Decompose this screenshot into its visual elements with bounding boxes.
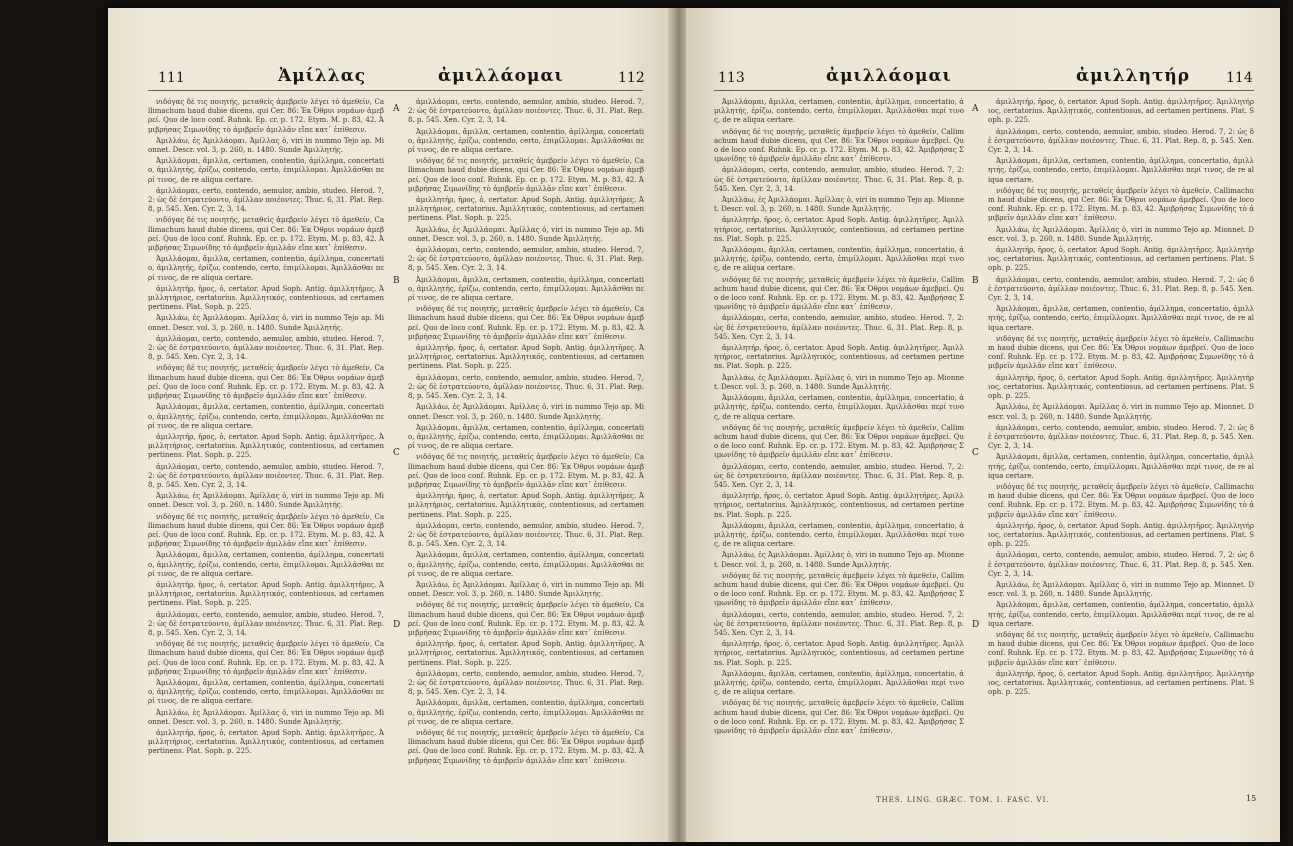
entry-paragraph: ἀμιλλάομαι, certo, contendo, aemulor, ambio, studeo. Herod. 7, 2: ὡς δὲ ἐστρατεύοντο, ἀμίλλαν ποιέοντες. Thuc. 6, 31. Plat. Rep. 8, p. 545. Xen. Cyr. 2, 3, 14. bbox=[148, 610, 384, 637]
entry-paragraph: ἀμιλλητήρ, ῆρος, ὁ, certator. Apud Soph. Antig. ἀμιλλητῆρες. Ἀμιλλητήριος, certatorius. Ἀμιλλητικός, contentiosus, ad certamen pertinens. Plat. Soph. p. 225. bbox=[714, 640, 964, 667]
entry-paragraph: Ἀμιλλάω, ἐς Ἀμιλλάομαι. Ἀμίλλας ὁ, viri in nummo Tejo ap. Mionnet. Descr. vol. 3, p. 260, n. 1480. Sunde Ἀμιλλητής. bbox=[408, 580, 644, 599]
entry-paragraph: ἀμιλλητήρ, ῆρος, ὁ, certator. Apud Soph. Antig. ἀμιλλητῆρες. Ἀμιλλητήριος, certatorius. Ἀμιλλητικός, contentiosus, ad certamen pertinens. Plat. Soph. p. 225. bbox=[714, 344, 964, 371]
left-page-header bbox=[108, 66, 673, 92]
entry-paragraph: ἀμιλλητήρ, ῆρος, ὁ, certator. Apud Soph. Antig. ἀμιλλητῆρες. Ἀμιλλητήριος, certatorius. Ἀμιλλητικός, contentiosus, ad certamen pertinens. Plat. Soph. p. 225. bbox=[714, 492, 964, 519]
margin-marker-a: A bbox=[393, 104, 400, 114]
column-number-111: 111 bbox=[158, 70, 185, 86]
entry-paragraph: ἀμιλλάομαι, certo, contendo, aemulor, ambio, studeo. Herod. 7, 2: ὡς δὲ ἐστρατεύοντο, ἀμίλλαν ποιέοντες. Thuc. 6, 31. Plat. Rep. 8, p. 545. Xen. Cyr. 2, 3, 14. bbox=[148, 334, 384, 362]
text-column-113 bbox=[714, 98, 964, 788]
entry-paragraph: ἀμιλλητήρ, ῆρος, ὁ, certator. Apud Soph. Antig. ἀμιλλητῆρες. Ἀμιλλητήριος, certatorius. Ἀμιλλητικός, contentiosus, ad certamen pertinens. Plat. Soph. p. 225. bbox=[148, 729, 384, 756]
entry-paragraph: Ἀμιλλάω, ἐς Ἀμιλλάομαι. Ἀμίλλας ὁ, viri in nummo Tejo ap. Mionnet. Descr. vol. 3, p. 260, n. 1480. Sunde Ἀμιλλητής. bbox=[714, 373, 964, 391]
entry-paragraph: Ἀμιλλάομαι, ἄμιλλα, certamen, contentio, ἀμίλλημα, concertatio, ἀμιλλητής, ἐρίζω, contendo, certo, ἐπιμίλλομαι. Ἀμιλλᾶσθαι περί τινος, de re aliqua certare. bbox=[408, 699, 644, 726]
entry-paragraph: ἀμιλλάομαι, certo, contendo, aemulor, ambio, studeo. Herod. 7, 2: ὡς δὲ ἐστρατεύοντο, ἀμίλλαν ποιέοντες. Thuc. 6, 31. Plat. Rep. 8, p. 545. Xen. Cyr. 2, 3, 14. bbox=[988, 551, 1254, 578]
header-rule bbox=[148, 90, 643, 91]
text-column-114 bbox=[988, 98, 1254, 788]
text-column-111 bbox=[148, 98, 384, 788]
entry-paragraph: ἀμιλλάομαι, certo, contendo, aemulor, ambio, studeo. Herod. 7, 2: ὡς δὲ ἐστρατεύοντο, ἀμίλλαν ποιέοντες. Thuc. 6, 31. Plat. Rep. 8, p. 545. Xen. Cyr. 2, 3, 14. bbox=[408, 521, 644, 549]
entry-paragraph: νιδόγας δέ τις ποιητής, μεταθείς ἀμεβρείν λέγει τὸ ἀμεθείν, Callimachum haud dubie dicens, qui Cer. 86: Ἐκ Ὀθρυι νομάων ἀμεβρεί. Quo de loco conf. Ruhnk. Ep. cr. p. 172. Etym. M. p. 83, 42. Ἀμιβρήσας Σιμωνίδης τὸ ἀμιβρεῖν ἀμιλλᾶν εἴπε κατ᾽ ἐπίθεσιν. bbox=[714, 571, 964, 608]
entry-paragraph: ἀμιλλητήρ, ῆρος, ὁ, certator. Apud Soph. Antig. ἀμιλλητῆρες. Ἀμιλλητήριος, certatorius. Ἀμιλλητικός, contentiosus, ad certamen pertinens. Plat. Soph. p. 225. bbox=[408, 640, 644, 667]
entry-paragraph: Ἀμιλλάω, ἐς Ἀμιλλάομαι. Ἀμίλλας ὁ, viri in nummo Tejo ap. Mionnet. Descr. vol. 3, p. 260, n. 1480. Sunde Ἀμιλλητής. bbox=[714, 196, 964, 214]
column-number-113: 113 bbox=[718, 70, 745, 86]
margin-marker-d: D bbox=[972, 620, 980, 630]
headword-amillas: Ἀμίλλας bbox=[278, 66, 367, 86]
entry-paragraph: νιδόγας δέ τις ποιητής, μεταθείς ἀμεβρείν λέγει τὸ ἀμεθείν, Callimachum haud dubie dicens, qui Cer. 86: Ἐκ Ὀθρυι νομάων ἀμεβρεί. Quo de loco conf. Ruhnk. Ep. cr. p. 172. Etym. M. p. 83, 42. Ἀμιβρήσας Σιμωνίδης τὸ ἀμιβρεῖν ἀμιλλᾶν εἴπε κατ᾽ ἐπίθεσιν. bbox=[408, 453, 644, 489]
book-spread bbox=[108, 8, 1280, 842]
entry-paragraph: νιδόγας δέ τις ποιητής, μεταθείς ἀμεβρείν λέγει τὸ ἀμεθείν, Callimachum haud dubie dicens, qui Cer. 86: Ἐκ Ὀθρυι νομάων ἀμεβρεί. Quo de loco conf. Ruhnk. Ep. cr. p. 172. Etym. M. p. 83, 42. Ἀμιβρήσας Σιμωνίδης τὸ ἀμιβρεῖν ἀμιλλᾶν εἴπε κατ᾽ ἐπίθεσιν. bbox=[714, 275, 964, 312]
margin-marker-a: A bbox=[972, 104, 979, 114]
entry-paragraph: νιδόγας δέ τις ποιητής, μεταθείς ἀμεβρείν λέγει τὸ ἀμεθείν, Callimachum haud dubie dicens, qui Cer. 86: Ἐκ Ὀθρυι νομάων ἀμεβρεί. Quo de loco conf. Ruhnk. Ep. cr. p. 172. Etym. M. p. 83, 42. Ἀμιβρήσας Σιμωνίδης τὸ ἀμιβρεῖν ἀμιλλᾶν εἴπε κατ᾽ ἐπίθεσιν. bbox=[714, 699, 964, 735]
entry-paragraph: ἀμιλλητήρ, ῆρος, ὁ, certator. Apud Soph. Antig. ἀμιλλητῆρες. Ἀμιλλητήριος, certatorius. Ἀμιλλητικός, contentiosus, ad certamen pertinens. Plat. Soph. p. 225. bbox=[408, 344, 644, 371]
entry-paragraph: νιδόγας δέ τις ποιητής, μεταθείς ἀμεβρείν λέγει τὸ ἀμεθείν, Callimachum haud dubie dicens, qui Cer. 86: Ἐκ Ὀθρυι νομάων ἀμεβρεί. Quo de loco conf. Ruhnk. Ep. cr. p. 172. Etym. M. p. 83, 42. Ἀμιβρήσας Σιμωνίδης τὸ ἀμιβρεῖν ἀμιλλᾶν εἴπε κατ᾽ ἐπίθεσιν. bbox=[714, 423, 964, 460]
entry-paragraph: ἀμιλλητήρ, ῆρος, ὁ, certator. Apud Soph. Antig. ἀμιλλητῆρες. Ἀμιλλητήριος, certatorius. Ἀμιλλητικός, contentiosus, ad certamen pertinens. Plat. Soph. p. 225. bbox=[988, 246, 1254, 273]
column-number-114: 114 bbox=[1226, 70, 1253, 86]
entry-paragraph: Ἀμιλλάω, ἐς Ἀμιλλάομαι. Ἀμίλλας ὁ, viri in nummo Tejo ap. Mionnet. Descr. vol. 3, p. 260, n. 1480. Sunde Ἀμιλλητής. bbox=[988, 403, 1254, 421]
entry-paragraph: ἀμιλλητήρ, ῆρος, ὁ, certator. Apud Soph. Antig. ἀμιλλητῆρες. Ἀμιλλητήριος, certatorius. Ἀμιλλητικός, contentiosus, ad certamen pertinens. Plat. Soph. p. 225. bbox=[148, 580, 384, 608]
entry-paragraph: Ἀμιλλάομαι, ἄμιλλα, certamen, contentio, ἀμίλλημα, concertatio, ἀμιλλητής, ἐρίζω, contendo, certo, ἐπιμίλλομαι. Ἀμιλλᾶσθαι περί τινος, de re aliqua certare. bbox=[714, 394, 964, 421]
entry-paragraph: Ἀμιλλάω, ἐς Ἀμιλλάομαι. Ἀμίλλας ὁ, viri in nummo Tejo ap. Mionnet. Descr. vol. 3, p. 260, n. 1480. Sunde Ἀμιλλητής. bbox=[408, 403, 644, 421]
entry-paragraph: νιδόγας δέ τις ποιητής, μεταθείς ἀμεβρείν λέγει τὸ ἀμεθείν, Callimachum haud dubie dicens, qui Cer. 86: Ἐκ Ὀθρυι νομάων ἀμεβρεί. Quo de loco conf. Ruhnk. Ep. cr. p. 172. Etym. M. p. 83, 42. Ἀμιβρήσας Σιμωνίδης τὸ ἀμιβρεῖν ἀμιλλᾶν εἴπε κατ᾽ ἐπίθεσιν. bbox=[148, 364, 384, 401]
entry-paragraph: Ἀμιλλάω, ἐς Ἀμιλλάομαι. Ἀμίλλας ὁ, viri in nummo Tejo ap. Mionnet. Descr. vol. 3, p. 260, n. 1480. Sunde Ἀμιλλητής. bbox=[714, 551, 964, 569]
entry-paragraph: Ἀμιλλάομαι, ἄμιλλα, certamen, contentio, ἀμίλλημα, concertatio, ἀμιλλητής, ἐρίζω, contendo, certo, ἐπιμίλλομαι. Ἀμιλλᾶσθαι περί τινος, de re aliqua certare. bbox=[988, 453, 1254, 480]
headword-amillaomai-right: ἀμιλλάομαι bbox=[826, 66, 952, 86]
margin-marker-b: B bbox=[972, 276, 979, 286]
entry-paragraph: Ἀμιλλάομαι, ἄμιλλα, certamen, contentio, ἀμίλλημα, concertatio, ἀμιλλητής, ἐρίζω, contendo, certo, ἐπιμίλλομαι. Ἀμιλλᾶσθαι περί τινος, de re aliqua certare. bbox=[148, 678, 384, 706]
entry-paragraph: Ἀμιλλάομαι, ἄμιλλα, certamen, contentio, ἀμίλλημα, concertatio, ἀμιλλητής, ἐρίζω, contendo, certo, ἐπιμίλλομαι. Ἀμιλλᾶσθαι περί τινος, de re aliqua certare. bbox=[148, 403, 384, 430]
entry-paragraph: Ἀμιλλάω, ἐς Ἀμιλλάομαι. Ἀμίλλας ὁ, viri in nummo Tejo ap. Mionnet. Descr. vol. 3, p. 260, n. 1480. Sunde Ἀμιλλητής. bbox=[988, 580, 1254, 599]
header-rule bbox=[714, 90, 1254, 91]
entry-paragraph: ἀμιλλάομαι, certo, contendo, aemulor, ambio, studeo. Herod. 7, 2: ὡς δὲ ἐστρατεύοντο, ἀμίλλαν ποιέοντες. Thuc. 6, 31. Plat. Rep. 8, p. 545. Xen. Cyr. 2, 3, 14. bbox=[988, 275, 1254, 303]
entry-paragraph: Ἀμιλλάομαι, ἄμιλλα, certamen, contentio, ἀμίλλημα, concertatio, ἀμιλλητής, ἐρίζω, contendo, certo, ἐπιμίλλομαι. Ἀμιλλᾶσθαι περί τινος, de re aliqua certare. bbox=[714, 98, 964, 125]
margin-marker-c: C bbox=[972, 448, 979, 458]
entry-paragraph: ἀμιλλητήρ, ῆρος, ὁ, certator. Apud Soph. Antig. ἀμιλλητῆρες. Ἀμιλλητήριος, certatorius. Ἀμιλλητικός, contentiosus, ad certamen pertinens. Plat. Soph. p. 225. bbox=[988, 373, 1254, 401]
entry-paragraph: ἀμιλλητήρ, ῆρος, ὁ, certator. Apud Soph. Antig. ἀμιλλητῆρες. Ἀμιλλητήριος, certatorius. Ἀμιλλητικός, contentiosus, ad certamen pertinens. Plat. Soph. p. 225. bbox=[988, 669, 1254, 697]
entry-paragraph: Ἀμιλλάομαι, ἄμιλλα, certamen, contentio, ἀμίλλημα, concertatio, ἀμιλλητής, ἐρίζω, contendo, certo, ἐπιμίλλομαι. Ἀμιλλᾶσθαι περί τινος, de re aliqua certare. bbox=[148, 255, 384, 282]
entry-paragraph: ἀμιλλάομαι, certo, contendo, aemulor, ambio, studeo. Herod. 7, 2: ὡς δὲ ἐστρατεύοντο, ἀμίλλαν ποιέοντες. Thuc. 6, 31. Plat. Rep. 8, p. 545. Xen. Cyr. 2, 3, 14. bbox=[408, 373, 644, 401]
entry-paragraph: Ἀμιλλάω, ἐς Ἀμιλλάομαι. Ἀμίλλας ὁ, viri in nummo Tejo ap. Mionnet. Descr. vol. 3, p. 260, n. 1480. Sunde Ἀμιλλητής. bbox=[408, 225, 644, 243]
entry-paragraph: Ἀμιλλάω, ἐς Ἀμιλλάομαι. Ἀμίλλας ὁ, viri in nummo Tejo ap. Mionnet. Descr. vol. 3, p. 260, n. 1480. Sunde Ἀμιλλητής. bbox=[148, 492, 384, 510]
entry-paragraph: Ἀμιλλάω, ἐς Ἀμιλλάομαι. Ἀμίλλας ὁ, viri in nummo Tejo ap. Mionnet. Descr. vol. 3, p. 260, n. 1480. Sunde Ἀμιλλητής. bbox=[148, 136, 384, 155]
entry-paragraph: ἀμιλλάομαι, certo, contendo, aemulor, ambio, studeo. Herod. 7, 2: ὡς δὲ ἐστρατεύοντο, ἀμίλλαν ποιέοντες. Thuc. 6, 31. Plat. Rep. 8, p. 545. Xen. Cyr. 2, 3, 14. bbox=[408, 669, 644, 697]
entry-paragraph: νιδόγας δέ τις ποιητής, μεταθείς ἀμεβρείν λέγει τὸ ἀμεθείν, Callimachum haud dubie dicens, qui Cer. 86: Ἐκ Ὀθρυι νομάων ἀμεβρεί. Quo de loco conf. Ruhnk. Ep. cr. p. 172. Etym. M. p. 83, 42. Ἀμιβρήσας Σιμωνίδης τὸ ἀμιβρεῖν ἀμιλλᾶν εἴπε κατ᾽ ἐπίθεσιν. bbox=[148, 216, 384, 253]
entry-paragraph: νιδόγας δέ τις ποιητής, μεταθείς ἀμεβρείν λέγει τὸ ἀμεθείν, Callimachum haud dubie dicens, qui Cer. 86: Ἐκ Ὀθρυι νομάων ἀμεβρεί. Quo de loco conf. Ruhnk. Ep. cr. p. 172. Etym. M. p. 83, 42. Ἀμιβρήσας Σιμωνίδης τὸ ἀμιβρεῖν ἀμιλλᾶν εἴπε κατ᾽ ἐπίθεσιν. bbox=[408, 729, 644, 765]
entry-paragraph: νιδόγας δέ τις ποιητής, μεταθείς ἀμεβρείν λέγει τὸ ἀμεθείν, Callimachum haud dubie dicens, qui Cer. 86: Ἐκ Ὀθρυι νομάων ἀμεβρεί. Quo de loco conf. Ruhnk. Ep. cr. p. 172. Etym. M. p. 83, 42. Ἀμιβρήσας Σιμωνίδης τὸ ἀμιβρεῖν ἀμιλλᾶν εἴπε κατ᾽ ἐπίθεσιν. bbox=[408, 601, 644, 637]
entry-paragraph: ἀμιλλάομαι, certo, contendo, aemulor, ambio, studeo. Herod. 7, 2: ὡς δὲ ἐστρατεύοντο, ἀμίλλαν ποιέοντες. Thuc. 6, 31. Plat. Rep. 8, p. 545. Xen. Cyr. 2, 3, 14. bbox=[988, 127, 1254, 155]
entry-paragraph: Ἀμιλλάω, ἐς Ἀμιλλάομαι. Ἀμίλλας ὁ, viri in nummo Tejo ap. Mionnet. Descr. vol. 3, p. 260, n. 1480. Sunde Ἀμιλλητής. bbox=[148, 314, 384, 332]
entry-paragraph: ἀμιλλάομαι, certo, contendo, aemulor, ambio, studeo. Herod. 7, 2: ὡς δὲ ἐστρατεύοντο, ἀμίλλαν ποιέοντες. Thuc. 6, 31. Plat. Rep. 8, p. 545. Xen. Cyr. 2, 3, 14. bbox=[148, 186, 384, 214]
entry-paragraph: νιδόγας δέ τις ποιητής, μεταθείς ἀμεβρείν λέγει τὸ ἀμεθείν, Callimachum haud dubie dicens, qui Cer. 86: Ἐκ Ὀθρυι νομάων ἀμεβρεί. Quo de loco conf. Ruhnk. Ep. cr. p. 172. Etym. M. p. 83, 42. Ἀμιβρήσας Σιμωνίδης τὸ ἀμιβρεῖν ἀμιλλᾶν εἴπε κατ᾽ ἐπίθεσιν. bbox=[988, 186, 1254, 223]
entry-paragraph: Ἀμιλλάομαι, ἄμιλλα, certamen, contentio, ἀμίλλημα, concertatio, ἀμιλλητής, ἐρίζω, contendo, certo, ἐπιμίλλομαι. Ἀμιλλᾶσθαι περί τινος, de re aliqua certare. bbox=[714, 246, 964, 273]
entry-paragraph: ἀμιλλάομαι, certo, contendo, aemulor, ambio, studeo. Herod. 7, 2: ὡς δὲ ἐστρατεύοντο, ἀμίλλαν ποιέοντες. Thuc. 6, 31. Plat. Rep. 8, p. 545. Xen. Cyr. 2, 3, 14. bbox=[714, 166, 964, 193]
entry-paragraph: ἀμιλλάομαι, certo, contendo, aemulor, ambio, studeo. Herod. 7, 2: ὡς δὲ ἐστρατεύοντο, ἀμίλλαν ποιέοντες. Thuc. 6, 31. Plat. Rep. 8, p. 545. Xen. Cyr. 2, 3, 14. bbox=[408, 246, 644, 273]
entry-paragraph: Ἀμιλλάομαι, ἄμιλλα, certamen, contentio, ἀμίλλημα, concertatio, ἀμιλλητής, ἐρίζω, contendo, certo, ἐπιμίλλομαι. Ἀμιλλᾶσθαι περί τινος, de re aliqua certare. bbox=[988, 157, 1254, 184]
entry-paragraph: νιδόγας δέ τις ποιητής, μεταθείς ἀμεβρείν λέγει τὸ ἀμεθείν, Callimachum haud dubie dicens, qui Cer. 86: Ἐκ Ὀθρυι νομάων ἀμεβρεί. Quo de loco conf. Ruhnk. Ep. cr. p. 172. Etym. M. p. 83, 42. Ἀμιβρήσας Σιμωνίδης τὸ ἀμιβρεῖν ἀμιλλᾶν εἴπε κατ᾽ ἐπίθεσιν. bbox=[408, 305, 644, 341]
margin-marker-d: D bbox=[393, 620, 401, 630]
entry-paragraph: Ἀμιλλάω, ἐς Ἀμιλλάομαι. Ἀμίλλας ὁ, viri in nummo Tejo ap. Mionnet. Descr. vol. 3, p. 260, n. 1480. Sunde Ἀμιλλητής. bbox=[148, 708, 384, 726]
entry-paragraph: νιδόγας δέ τις ποιητής, μεταθείς ἀμεβρείν λέγει τὸ ἀμεθείν, Callimachum haud dubie dicens, qui Cer. 86: Ἐκ Ὀθρυι νομάων ἀμεβρεί. Quo de loco conf. Ruhnk. Ep. cr. p. 172. Etym. M. p. 83, 42. Ἀμιβρήσας Σιμωνίδης τὸ ἀμιβρεῖν ἀμιλλᾶν εἴπε κατ᾽ ἐπίθεσιν. bbox=[148, 640, 384, 676]
entry-paragraph: ἀμιλλάομαι, certo, contendo, aemulor, ambio, studeo. Herod. 7, 2: ὡς δὲ ἐστρατεύοντο, ἀμίλλαν ποιέοντες. Thuc. 6, 31. Plat. Rep. 8, p. 545. Xen. Cyr. 2, 3, 14. bbox=[148, 462, 384, 489]
entry-paragraph: ἀμιλλάομαι, certo, contendo, aemulor, ambio, studeo. Herod. 7, 2: ὡς δὲ ἐστρατεύοντο, ἀμίλλαν ποιέοντες. Thuc. 6, 31. Plat. Rep. 8, p. 545. Xen. Cyr. 2, 3, 14. bbox=[714, 462, 964, 489]
entry-paragraph: Ἀμιλλάομαι, ἄμιλλα, certamen, contentio, ἀμίλλημα, concertatio, ἀμιλλητής, ἐρίζω, contendo, certo, ἐπιμίλλομαι. Ἀμιλλᾶσθαι περί τινος, de re aliqua certare. bbox=[714, 669, 964, 697]
text-column-112 bbox=[408, 98, 644, 788]
entry-paragraph: νιδόγας δέ τις ποιητής, μεταθείς ἀμεβρείν λέγει τὸ ἀμεθείν, Callimachum haud dubie dicens, qui Cer. 86: Ἐκ Ὀθρυι νομάων ἀμεβρεί. Quo de loco conf. Ruhnk. Ep. cr. p. 172. Etym. M. p. 83, 42. Ἀμιβρήσας Σιμωνίδης τὸ ἀμιβρεῖν ἀμιλλᾶν εἴπε κατ᾽ ἐπίθεσιν. bbox=[988, 334, 1254, 371]
entry-paragraph: ἀμιλλάομαι, certo, contendo, aemulor, ambio, studeo. Herod. 7, 2: ὡς δὲ ἐστρατεύοντο, ἀμίλλαν ποιέοντες. Thuc. 6, 31. Plat. Rep. 8, p. 545. Xen. Cyr. 2, 3, 14. bbox=[714, 610, 964, 637]
entry-paragraph: ἀμιλλάομαι, certo, contendo, aemulor, ambio, studeo. Herod. 7, 2: ὡς δὲ ἐστρατεύοντο, ἀμίλλαν ποιέοντες. Thuc. 6, 31. Plat. Rep. 8, p. 545. Xen. Cyr. 2, 3, 14. bbox=[408, 98, 644, 125]
entry-paragraph: ἀμιλλητήρ, ῆρος, ὁ, certator. Apud Soph. Antig. ἀμιλλητῆρες. Ἀμιλλητήριος, certatorius. Ἀμιλλητικός, contentiosus, ad certamen pertinens. Plat. Soph. p. 225. bbox=[148, 284, 384, 312]
right-page bbox=[686, 8, 1280, 842]
entry-paragraph: Ἀμιλλάομαι, ἄμιλλα, certamen, contentio, ἀμίλλημα, concertatio, ἀμιλλητής, ἐρίζω, contendo, certo, ἐπιμίλλομαι. Ἀμιλλᾶσθαι περί τινος, de re aliqua certare. bbox=[408, 551, 644, 578]
entry-paragraph: ἀμιλλητήρ, ῆρος, ὁ, certator. Apud Soph. Antig. ἀμιλλητῆρες. Ἀμιλλητήριος, certatorius. Ἀμιλλητικός, contentiosus, ad certamen pertinens. Plat. Soph. p. 225. bbox=[408, 492, 644, 519]
entry-paragraph: Ἀμιλλάω, ἐς Ἀμιλλάομαι. Ἀμίλλας ὁ, viri in nummo Tejo ap. Mionnet. Descr. vol. 3, p. 260, n. 1480. Sunde Ἀμιλλητής. bbox=[988, 225, 1254, 243]
entry-paragraph: Ἀμιλλάομαι, ἄμιλλα, certamen, contentio, ἀμίλλημα, concertatio, ἀμιλλητής, ἐρίζω, contendo, certo, ἐπιμίλλομαι. Ἀμιλλᾶσθαι περί τινος, de re aliqua certare. bbox=[408, 275, 644, 303]
entry-paragraph: Ἀμιλλάομαι, ἄμιλλα, certamen, contentio, ἀμίλλημα, concertatio, ἀμιλλητής, ἐρίζω, contendo, certo, ἐπιμίλλομαι. Ἀμιλλᾶσθαι περί τινος, de re aliqua certare. bbox=[988, 601, 1254, 628]
margin-marker-c: C bbox=[393, 448, 400, 458]
entry-paragraph: ἀμιλλητήρ, ῆρος, ὁ, certator. Apud Soph. Antig. ἀμιλλητῆρες. Ἀμιλλητήριος, certatorius. Ἀμιλλητικός, contentiosus, ad certamen pertinens. Plat. Soph. p. 225. bbox=[408, 196, 644, 223]
entry-paragraph: Ἀμιλλάομαι, ἄμιλλα, certamen, contentio, ἀμίλλημα, concertatio, ἀμιλλητής, ἐρίζω, contendo, certo, ἐπιμίλλομαι. Ἀμιλλᾶσθαι περί τινος, de re aliqua certare. bbox=[148, 551, 384, 578]
entry-paragraph: νιδόγας δέ τις ποιητής, μεταθείς ἀμεβρείν λέγει τὸ ἀμεθείν, Callimachum haud dubie dicens, qui Cer. 86: Ἐκ Ὀθρυι νομάων ἀμεβρεί. Quo de loco conf. Ruhnk. Ep. cr. p. 172. Etym. M. p. 83, 42. Ἀμιβρήσας Σιμωνίδης τὸ ἀμιβρεῖν ἀμιλλᾶν εἴπε κατ᾽ ἐπίθεσιν. bbox=[148, 512, 384, 549]
entry-paragraph: ἀμιλλάομαι, certo, contendo, aemulor, ambio, studeo. Herod. 7, 2: ὡς δὲ ἐστρατεύοντο, ἀμίλλαν ποιέοντες. Thuc. 6, 31. Plat. Rep. 8, p. 545. Xen. Cyr. 2, 3, 14. bbox=[714, 314, 964, 341]
column-number-112: 112 bbox=[618, 70, 645, 86]
entry-paragraph: Ἀμιλλάομαι, ἄμιλλα, certamen, contentio, ἀμίλλημα, concertatio, ἀμιλλητής, ἐρίζω, contendo, certo, ἐπιμίλλομαι. Ἀμιλλᾶσθαι περί τινος, de re aliqua certare. bbox=[148, 157, 384, 184]
headword-amilleter: ἀμιλλητήρ bbox=[1076, 66, 1191, 86]
entry-paragraph: ἀμιλλητήρ, ῆρος, ὁ, certator. Apud Soph. Antig. ἀμιλλητῆρες. Ἀμιλλητήριος, certatorius. Ἀμιλλητικός, contentiosus, ad certamen pertinens. Plat. Soph. p. 225. bbox=[148, 432, 384, 460]
page-footer: THES. LING. GRÆC. TOM. I. FASC. VI. bbox=[876, 796, 1050, 804]
entry-paragraph: Ἀμιλλάομαι, ἄμιλλα, certamen, contentio, ἀμίλλημα, concertatio, ἀμιλλητής, ἐρίζω, contendo, certo, ἐπιμίλλομαι. Ἀμιλλᾶσθαι περί τινος, de re aliqua certare. bbox=[408, 127, 644, 155]
entry-paragraph: νιδόγας δέ τις ποιητής, μεταθείς ἀμεβρείν λέγει τὸ ἀμεθείν, Callimachum haud dubie dicens, qui Cer. 86: Ἐκ Ὀθρυι νομάων ἀμεβρεί. Quo de loco conf. Ruhnk. Ep. cr. p. 172. Etym. M. p. 83, 42. Ἀμιβρήσας Σιμωνίδης τὸ ἀμιβρεῖν ἀμιλλᾶν εἴπε κατ᾽ ἐπίθεσιν. bbox=[988, 482, 1254, 519]
entry-paragraph: ἀμιλλητήρ, ῆρος, ὁ, certator. Apud Soph. Antig. ἀμιλλητῆρες. Ἀμιλλητήριος, certatorius. Ἀμιλλητικός, contentiosus, ad certamen pertinens. Plat. Soph. p. 225. bbox=[988, 98, 1254, 125]
entry-paragraph: Ἀμιλλάομαι, ἄμιλλα, certamen, contentio, ἀμίλλημα, concertatio, ἀμιλλητής, ἐρίζω, contendo, certo, ἐπιμίλλομαι. Ἀμιλλᾶσθαι περί τινος, de re aliqua certare. bbox=[408, 423, 644, 451]
entry-paragraph: ἀμιλλητήρ, ῆρος, ὁ, certator. Apud Soph. Antig. ἀμιλλητῆρες. Ἀμιλλητήριος, certatorius. Ἀμιλλητικός, contentiosus, ad certamen pertinens. Plat. Soph. p. 225. bbox=[988, 521, 1254, 549]
entry-paragraph: νιδόγας δέ τις ποιητής, μεταθείς ἀμεβρείν λέγει τὸ ἀμεθείν, Callimachum haud dubie dicens, qui Cer. 86: Ἐκ Ὀθρυι νομάων ἀμεβρεί. Quo de loco conf. Ruhnk. Ep. cr. p. 172. Etym. M. p. 83, 42. Ἀμιβρήσας Σιμωνίδης τὸ ἀμιβρεῖν ἀμιλλᾶν εἴπε κατ᾽ ἐπίθεσιν. bbox=[408, 157, 644, 193]
entry-paragraph: ἀμιλλάομαι, certo, contendo, aemulor, ambio, studeo. Herod. 7, 2: ὡς δὲ ἐστρατεύοντο, ἀμίλλαν ποιέοντες. Thuc. 6, 31. Plat. Rep. 8, p. 545. Xen. Cyr. 2, 3, 14. bbox=[988, 423, 1254, 451]
left-page bbox=[108, 8, 673, 842]
entry-paragraph: νιδόγας δέ τις ποιητής, μεταθείς ἀμεβρείν λέγει τὸ ἀμεθείν, Callimachum haud dubie dicens, qui Cer. 86: Ἐκ Ὀθρυι νομάων ἀμεβρεί. Quo de loco conf. Ruhnk. Ep. cr. p. 172. Etym. M. p. 83, 42. Ἀμιβρήσας Σιμωνίδης τὸ ἀμιβρεῖν ἀμιλλᾶν εἴπε κατ᾽ ἐπίθεσιν. bbox=[714, 127, 964, 164]
headword-amillaomai-left: ἀμιλλάομαι bbox=[438, 66, 564, 86]
entry-paragraph: Ἀμιλλάομαι, ἄμιλλα, certamen, contentio, ἀμίλλημα, concertatio, ἀμιλλητής, ἐρίζω, contendo, certo, ἐπιμίλλομαι. Ἀμιλλᾶσθαι περί τινος, de re aliqua certare. bbox=[988, 305, 1254, 332]
entry-paragraph: ἀμιλλητήρ, ῆρος, ὁ, certator. Apud Soph. Antig. ἀμιλλητῆρες. Ἀμιλλητήριος, certatorius. Ἀμιλλητικός, contentiosus, ad certamen pertinens. Plat. Soph. p. 225. bbox=[714, 216, 964, 243]
right-page-header bbox=[686, 66, 1280, 92]
signature-mark: 15 bbox=[1246, 794, 1257, 803]
margin-marker-b: B bbox=[393, 276, 400, 286]
entry-paragraph: νιδόγας δέ τις ποιητής, μεταθείς ἀμεβρείν λέγει τὸ ἀμεθείν, Callimachum haud dubie dicens, qui Cer. 86: Ἐκ Ὀθρυι νομάων ἀμεβρεί. Quo de loco conf. Ruhnk. Ep. cr. p. 172. Etym. M. p. 83, 42. Ἀμιβρήσας Σιμωνίδης τὸ ἀμιβρεῖν ἀμιλλᾶν εἴπε κατ᾽ ἐπίθεσιν. bbox=[988, 630, 1254, 667]
entry-paragraph: Ἀμιλλάομαι, ἄμιλλα, certamen, contentio, ἀμίλλημα, concertatio, ἀμιλλητής, ἐρίζω, contendo, certo, ἐπιμίλλομαι. Ἀμιλλᾶσθαι περί τινος, de re aliqua certare. bbox=[714, 521, 964, 549]
entry-paragraph: νιδόγας δέ τις ποιητής, μεταθείς ἀμεβρείν λέγει τὸ ἀμεθείν, Callimachum haud dubie dicens, qui Cer. 86: Ἐκ Ὀθρυι νομάων ἀμεβρεί. Quo de loco conf. Ruhnk. Ep. cr. p. 172. Etym. M. p. 83, 42. Ἀμιβρήσας Σιμωνίδης τὸ ἀμιβρεῖν ἀμιλλᾶν εἴπε κατ᾽ ἐπίθεσιν. bbox=[148, 98, 384, 134]
